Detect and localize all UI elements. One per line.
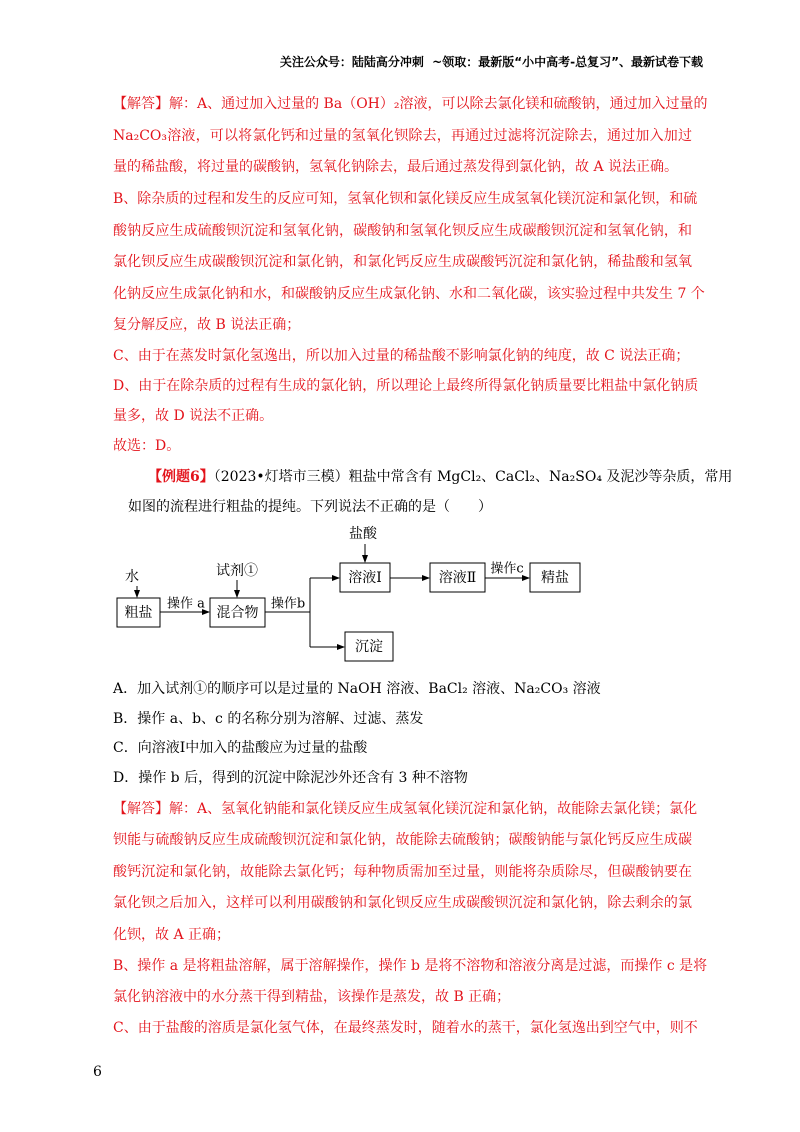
answer-line: D、由于在除杂质的过程有生成的氯化钠，所以理论上最终所得氯化钠质量要比粗盐中氯化钠质 [113,378,699,394]
option-b: B．操作 a、b、c 的名称分别为溶解、过滤、蒸发 [113,711,424,727]
answer-line: 酸钠反应生成硫酸钡沉淀和氢氧化钠，碳酸钠和氢氧化钡反应生成碳酸钡沉淀和氢氧化钠，和 [113,223,692,239]
solution-2-label: 溶液Ⅱ [438,570,477,586]
operation-c-label: 操作c [490,561,524,577]
answer-line: B、操作 a 是将粗盐溶解，属于溶解操作，操作 b 是将不溶物和溶液分离是过滤，而操作 c 是将 [113,958,708,974]
answer-choice-line: 故选：D。 [113,438,181,454]
option-a: A．加入试剂①的顺序可以是过量的 NaOH 溶液、BaCl₂ 溶液、Na₂CO₃ 溶液 [113,681,601,697]
answer-line: B、除杂质的过程和发生的反应可知，氢氧化钡和氯化镁反应生成氢氧化镁沉淀和氯化钡，和硫 [113,191,698,207]
mixture-label: 混合物 [216,605,259,621]
precipitate-label: 沉淀 [355,639,383,655]
answer-line: C、由于在蒸发时氯化氢逸出，所以加入过量的稀盐酸不影响氯化钠的纯度，故 C 说法正确； [113,348,690,364]
example-label: 【例题6】 [148,469,214,485]
answer-line: 复分解反应，故 B 说法正确； [113,317,301,333]
answer-line: 化钠反应生成氯化钠和水，和碳酸钠反应生成氯化钠、水和二氧化碳，该实验过程中共发生 7 个 [113,286,705,302]
question-stem-line: 如图的流程进行粗盐的提纯。下列说法不正确的是（ ） [128,499,492,515]
option-d: D．操作 b 后，得到的沉淀中除泥沙外还含有 3 种不溶物 [113,770,468,786]
acid-label: 盐酸 [349,526,377,542]
answer-line: 量多，故 D 说法不正确。 [113,408,274,424]
answer-line: 氯化钠溶液中的水分蒸干得到精盐，该操作是蒸发，故 B 正确； [113,989,511,1005]
water-label: 水 [125,569,139,585]
answer-line: 【解答】解：A、通过加入过量的 Ba（OH）₂溶液，可以除去氯化镁和硫酸钠，通过加入过量的 [113,96,708,112]
crude-salt-label: 粗盐 [124,605,153,621]
operation-b-label: 操作b [270,596,306,612]
answer-line: 酸钙沉淀和氯化钠，故能除去氯化钙；每种物质需加至过量，则能将杂质除尽，但碳酸钠要在 [113,864,692,880]
refined-salt-label: 精盐 [541,570,569,586]
answer-line: 钡能与硫酸钠反应生成硫酸钡沉淀和氯化钠，故能除去硫酸钠；碳酸钠能与氯化钙反应生成碳 [113,832,692,848]
purification-flowchart [100,520,600,670]
answer-line: Na₂CO₃溶液，可以将氯化钙和过量的氢氧化钡除去，再通过过滤将沉淀除去，通过加入加过 [113,128,692,144]
answer-line: 化钡，故 A 正确； [113,927,231,943]
answer-line: 氯化钡之后加入，这样可以利用碳酸钠和氯化钡反应生成碳酸钡沉淀和氯化钠，除去剩余的氯 [113,895,692,911]
answer-line: 氯化钡反应生成碳酸钡沉淀和氯化钠，和氯化钙反应生成碳酸钙沉淀和氯化钠，稀盐酸和氢氧 [113,254,692,270]
reagent-label: 试剂① [216,563,258,579]
answer-line: 量的稀盐酸，将过量的碳酸钠，氢氧化钠除去，最后通过蒸发得到氯化钠，故 A 说法正确。 [113,159,679,175]
answer-line: 【解答】解：A、氢氧化钠能和氯化镁反应生成氢氧化镁沉淀和氯化钠，故能除去氯化镁；氯化 [113,801,698,817]
answer-line: C、由于盐酸的溶质是氯化氢气体，在最终蒸发时，随着水的蒸干，氯化氢逸出到空气中，则不 [113,1020,698,1036]
operation-a-label: 操作 a [167,596,205,612]
page-header: 关注公众号：陆陆高分冲刺 ~领取：最新版“小中高考-总复习”、最新试卷下载 [279,55,703,69]
page-number: 6 [93,1064,102,1080]
question-stem-line [148,467,733,487]
solution-1-label: 溶液Ⅰ [348,570,382,586]
option-c: C．向溶液Ⅰ中加入的盐酸应为过量的盐酸 [113,740,368,756]
question-stem-text: （2023•灯塔市三模）粗盐中常含有 MgCl₂、CaCl₂、Na₂SO₄ 及泥沙等杂质，常用 [213,469,733,485]
